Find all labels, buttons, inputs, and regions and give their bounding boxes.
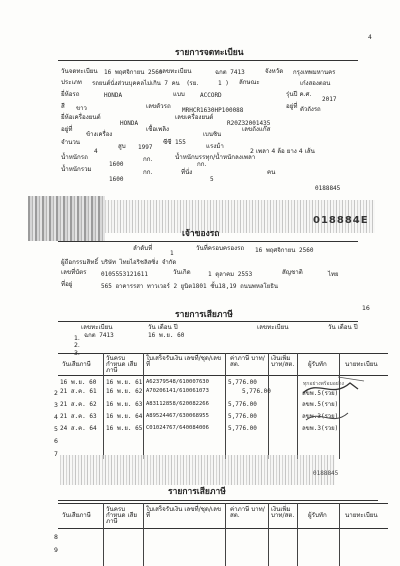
tax2-vline-4 [268,503,269,566]
tax1-vline-1 [103,353,104,459]
province-value: กรุงเทพมหานคร [293,69,336,76]
chassis-value: MRHCR1630HP100088 [182,107,244,114]
tax1-row2-rcpt: A70206141/610061073 [146,388,209,394]
page-number: 4 [368,34,372,41]
order-label: ลำดับที่ [133,245,153,252]
tax1-row4-recv: ลขพ.3(รวย) [302,413,339,420]
tax1-row5-n: 5 [54,426,58,433]
tax2-row9-n: 9 [54,547,58,554]
plate-value: ฉกต 7413 [215,69,245,76]
type-label: ประเภท [61,79,82,86]
chassis-label: เลขตัวรถ [146,103,171,110]
hist-date-1: 16 พ.ย. 60 [148,332,185,339]
cyl-unit: สูบ [118,143,126,150]
tax1-row3-n: 3 [54,402,58,409]
weight-label: น้ำหนักรถ [61,154,88,161]
year-value: 2017 [322,96,337,103]
tax2-row8-n: 8 [54,534,58,541]
big-ref-number: 018884E [313,215,369,226]
nat-label: สัญชาติ [282,269,303,276]
tax2-h-tax: ค่าภาษี บาท/สต. [230,506,265,520]
tax1-row3-tax: 5,776.00 [228,401,257,408]
title-rule [58,60,358,61]
fuel-value: เบนซิน [203,131,222,138]
char-value: เก๋งสองตอน [300,80,331,87]
order-value: 1 [170,250,174,257]
tax1-row1-due: 16 พ.ย. 61 [106,379,143,386]
reg-date-label: วันจดทะเบียน [61,68,98,75]
hp-label: แรงม้า [206,143,224,150]
cyl-count-value: 4 [94,148,98,155]
province-label: จังหวัด [265,68,284,75]
bottom-security-strip [60,455,335,485]
tax1-page-number: 16 [362,305,370,312]
registration-title: รายการจดทะเบียน [175,48,244,58]
brand-value: HONDA [104,92,123,99]
tax1-row5-tax: 5,776.00 [228,425,257,432]
gross-value: 1600 [109,176,124,183]
addr-value: 565 อาคารรสา ทาวเวอร์ 2 ยูนิต1801 ชั้น18,19 ถนนพหลโยธิน [101,283,279,290]
plate-label: เลขทะเบียน [160,68,192,75]
tax1-row3-pay: 21 ส.ค. 62 [60,401,97,408]
tax1-h-tax: ค่าภาษี บาท/สต. [230,355,265,369]
at-label: อยู่ที่ [286,103,298,110]
reg-ref-number: 0188845 [315,185,341,192]
tax2-title: รายการเสียภาษี [168,487,226,497]
tax1-h-due: วันครบกำหนด เสียภาษี [106,355,138,375]
tax1-row3-recv: ลขพ.5(ราย) [302,401,339,408]
owner-rule [58,241,358,242]
tax1-row5-rcpt: C01024767/640084006 [146,425,209,431]
tax2-h-rcpt: ใบเสร็จรับเงิน เลขที่/ชุด/เลขที่ [146,506,222,520]
tax1-row5-pay: 24 ส.ค. 64 [60,425,97,432]
kg3: กก. [143,169,153,176]
owner-label: ผู้ถือกรรมสิทธิ์ [61,259,99,266]
stamp-note: ทุกอย่างพร้อมอย่าง [303,381,344,387]
engine-no-label: เลขเครื่องยนต์ [175,114,214,121]
tax1-row1-rcpt: A62379548/610007630 [146,379,209,385]
tax1-row4-pay: 21 ส.ค. 63 [60,413,97,420]
tax1-row4-tax: 5,776.00 [228,413,257,420]
hist-plate-1: ฉกต 7413 [84,332,114,339]
cyl-count-label: จำนวน [61,139,81,146]
tax1-row3-rcpt: A83112858/620082266 [146,401,209,407]
kg2: กก. [197,161,207,168]
gross-label: น้ำหนักรวม [61,166,92,173]
seats-unit: คน [267,169,276,176]
tax2-vline-3 [225,503,226,566]
hold-date-label: วันที่ครอบครองรถ [196,245,245,252]
tax2-h-reg: นายทะเบียน [345,512,378,519]
brand-label: ยี่ห้อรถ [61,91,80,98]
id-value: 0105553121611 [101,271,148,278]
tax1-title: รายการเสียภาษี [175,310,233,320]
tank-label: เลขถังแก๊ส [242,126,271,133]
tax1-h-add: เงินเพิ่ม บาท/สต. [271,355,295,369]
tax1-row6-n: 6 [54,438,58,445]
owner-name-value: บริษัท ไทยไอริชลิสซิ่ง จำกัด [101,259,177,266]
chassis-loc-value: ตัวถังรถ [300,106,321,113]
tax2-vline-6 [339,503,340,566]
tax1-row4-due: 16 พ.ย. 64 [106,413,143,420]
at2-label: อยู่ที่ [61,126,73,133]
tax2-h-due: วันครบกำหนด เสียภาษี [106,506,138,526]
tax1-row7-n: 7 [54,451,58,458]
tax2-vline-1 [103,503,104,566]
engine-brand-label: ยี่ห้อเครื่องยนต์ [61,114,101,121]
tax2-vline-2 [143,503,144,566]
axle-value: 2 เพลา 4 ล้อ ยาง 4 เส้น [250,148,315,155]
date-col1-header: วัน เดือน ปี [148,324,178,331]
kg1: กก. [143,156,153,163]
signature-image [298,375,368,437]
year-label: รุ่นปี ค.ศ. [286,91,312,98]
type-value: รถยนต์นั่งส่วนบุคคลไม่เกิน 7 คน [92,80,180,87]
hist-n-2: 2. [74,342,80,349]
model-value: ACCORD [200,92,222,99]
hp-value: 155 [175,139,186,146]
tax1-row2-tax: 5,776.00 [242,388,271,395]
tax1-vline-3 [225,353,226,459]
cc-label: ซีซี [163,139,172,146]
plate-col1-header: เลขทะเบียน [81,324,113,331]
tax1-row1-tax: 5,776.00 [228,379,257,386]
tax1-h-recv: ผู้รับทัก [308,361,327,368]
tax1-row1-pay: 16 พ.ย. 60 [60,379,97,386]
tax2-h-pay: วันเสียภาษี [62,512,91,519]
cc-value: 1997 [138,144,153,151]
nat-value: ไทย [328,271,339,278]
weight-value: 1600 [109,161,124,168]
engine-no-value: R20Z32001435 [227,120,271,127]
tax1-row5-recv: ลขพ.3(รวย) [302,425,339,432]
tax1-vline-4 [268,353,269,459]
engine-loc-value: ข้างเครื่อง [86,131,113,138]
tax1-row5-due: 16 พ.ย. 65 [106,425,143,432]
seats-value: 5 [210,176,214,183]
hist-n-1: 1. [74,335,80,342]
hold-date-value: 16 พฤศจิกายน 2560 [255,247,314,254]
tax2-h-recv: ผู้รับทัก [308,512,327,519]
dob-value: 1 ตุลาคม 2553 [208,271,253,278]
security-strip-image [28,196,105,241]
tax1-foot-ref: 0188845 [313,470,339,477]
tax1-row4-rcpt: A89524467/630068955 [146,413,209,419]
tax1-row3-due: 16 พ.ย. 63 [106,401,143,408]
fuel-label: เชื้อเพลิง [146,126,170,133]
form-code-label: (รย. [187,80,199,87]
owner-title: เจ้าของรถ [182,229,220,239]
addr-label: ที่อยู่ [61,281,73,288]
tax2-rule [58,500,378,501]
reg-date-value: 16 พฤศจิกายน 2560 [104,69,163,76]
tax1-row4-n: 4 [54,414,58,421]
tax2-vline-5 [297,503,298,566]
hist-n-3: 3. [74,350,80,357]
tax1-row2-n: 2 [54,390,58,397]
tax1-h-pay: วันเสียภาษี [62,361,91,368]
tax1-rule [58,321,358,322]
char-label: ลักษณะ [239,79,260,86]
seats-label: ที่นั่ง [181,169,193,176]
load-label: น้ำหนักบรรทุก/น้ำหนักลงเพลา [175,154,256,161]
tax1-vline-2 [143,353,144,459]
tax1-row2-due: 16 พ.ย. 62 [106,388,143,395]
plate-col2-header: เลขทะเบียน [257,324,289,331]
tax1-h-rcpt: ใบเสร็จรับเงิน เลขที่/ชุด/เลขที่ [146,355,222,369]
engine-brand-value: HONDA [120,120,139,127]
model-label: แบบ [173,91,185,98]
dob-label: วันเกิด [173,269,191,276]
tax1-row2-recv: ลขพ.5(รวย) [302,390,339,397]
tax2-h-add: เงินเพิ่ม บาท/สต. [271,506,295,520]
date-col2-header: วัน เดือน ปี [328,324,358,331]
form-num-value: 1 ) [218,80,229,87]
id-label: เลขที่บัตร [61,269,87,276]
color-value: ขาว [76,105,87,112]
tax1-h-reg: นายทะเบียน [345,361,378,368]
tax1-row2-pay: 21 ส.ค. 61 [60,388,97,395]
color-label: สี [61,103,65,110]
